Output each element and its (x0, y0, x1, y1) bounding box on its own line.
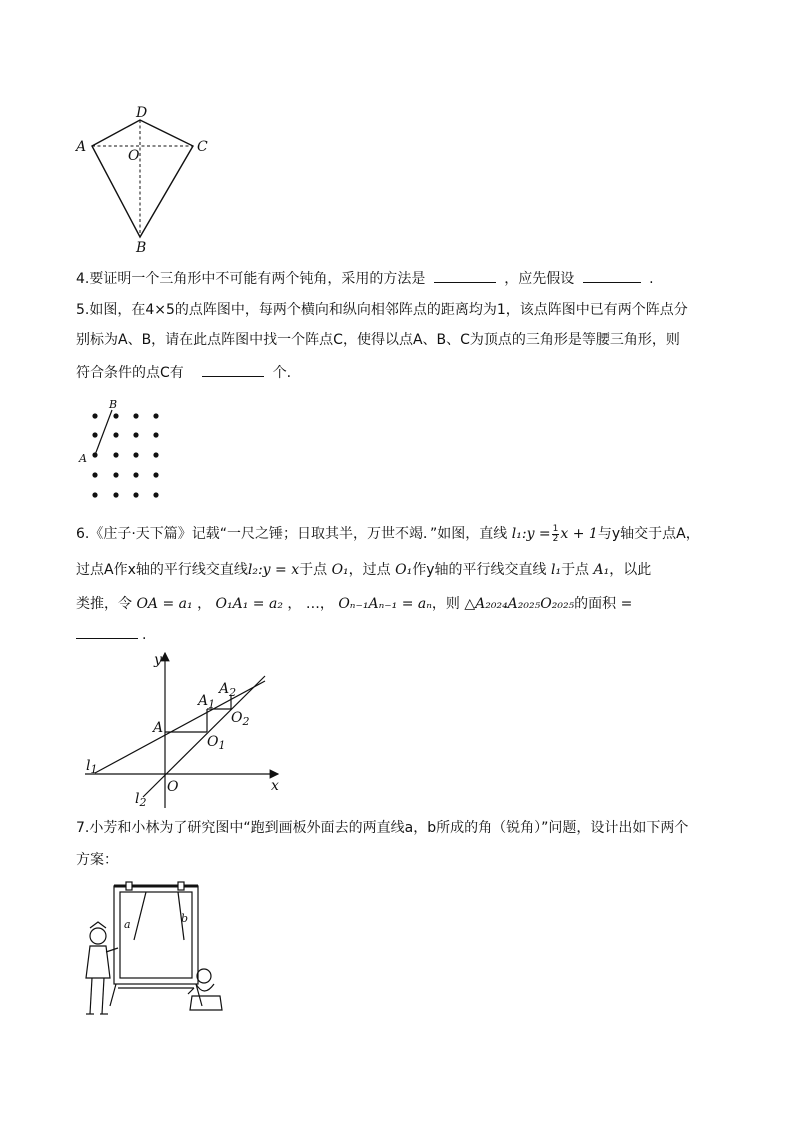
q5-blank-count[interactable] (202, 362, 264, 377)
easel-label-a: a (124, 918, 131, 931)
q6-text-9: 类推，令 (76, 596, 132, 612)
lattice-label-b: B (109, 398, 118, 411)
q4-blank-assume[interactable] (583, 268, 641, 283)
q6-text-8: ，以此 (609, 562, 652, 578)
q6-text-1: 6.《庄子·天下篇》记载“一尺之锤；日取其半，万世不竭．”如图，直线 (76, 526, 508, 542)
q6-text-3: 过点A作x轴的平行线交直线 (76, 562, 248, 578)
q6-line-l2-eq: l₂:y = x (247, 562, 300, 578)
label-a2-main: A (219, 681, 230, 697)
q6-fraction (552, 525, 560, 544)
q6-frac-num: 1 (552, 523, 559, 534)
q6-eq-an: Oₙ₋₁Aₙ₋₁ = aₙ (338, 596, 432, 612)
q6-point-a1: A₁ (593, 562, 610, 578)
kite-label-c: C (197, 139, 208, 155)
label-o1-main: O (207, 734, 219, 750)
question-6-line-4 (76, 624, 146, 645)
easel-label-b: b (181, 912, 189, 925)
label-a1-main: A (198, 693, 209, 709)
q6-text-7: 于点 (561, 562, 590, 578)
label-line-l1 (86, 758, 97, 776)
q6-point-o1-b: O₁ (395, 562, 413, 578)
question-6-line-3: 类推，令 OA = a₁ ， O₁A₁ = a₂ ， …， Oₙ₋₁Aₙ₋₁ = aₙ，则 △A₂₀₂₄A₂₀₂₅O₂₀₂₅的面积 = (76, 596, 633, 612)
label-point-o1 (207, 734, 225, 752)
q5-text-1: 符合条件的点C有 (76, 365, 184, 381)
label-a1-sub: 1 (208, 698, 216, 711)
label-a2-sub: 2 (229, 686, 237, 699)
q6-text-10: ，则 (431, 596, 460, 612)
q4-blank-method[interactable] (434, 268, 496, 283)
q4-text-1: 4.要证明一个三角形中不可能有两个钝角，采用的方法是 (76, 271, 426, 287)
label-l1-sub: 1 (90, 763, 98, 776)
label-point-a1 (196, 693, 215, 711)
question-7-line-2: 方案： (76, 852, 118, 868)
kite-label-b: B (136, 240, 147, 255)
q6-triangle: △A₂₀₂₄A₂₀₂₅O₂₀₂₅ (464, 596, 575, 612)
label-l2-main: l (135, 791, 140, 807)
q4-text-3: . (649, 271, 654, 287)
q6-line-l1-rhs: x + 1 (560, 526, 598, 542)
q6-text-4: 于点 (299, 562, 328, 578)
q6-blank-area[interactable] (76, 624, 138, 639)
axis-label-x: x (271, 778, 279, 794)
label-l2-sub: 2 (139, 796, 147, 809)
q6-eq-a1: OA = a₁ (136, 596, 193, 612)
kite-label-o: O (128, 148, 140, 164)
q6-frac-den: 2 (552, 533, 559, 544)
q6-text-12: . (142, 627, 147, 643)
label-point-a2 (217, 681, 236, 699)
question-5-line-1: 5.如图，在4×5的点阵图中，每两个横向和纵向相邻阵点的距离均为1，该点阵图中已有两个阵点分 (76, 302, 688, 318)
q6-line-l1-lhs: l₁:y = (511, 526, 551, 542)
label-point-o2 (231, 710, 249, 728)
q6-ellipsis: …， (305, 596, 334, 612)
label-origin-o: O (167, 779, 179, 795)
question-7-line-1: 7.小芳和小林为了研究图中“跑到画板外面去的两直线a，b所成的角（锐角）”问题，设计出如下两个 (76, 820, 689, 836)
label-l1-main: l (86, 758, 91, 774)
q6-eq-a2: O₁A₁ = a₂ (215, 596, 283, 612)
q6-text-5: ，过点 (348, 562, 391, 578)
q6-line-l1-sym: l₁ (550, 562, 562, 578)
question-6-line-2 (76, 560, 651, 580)
dot-lattice-figure (74, 396, 174, 506)
question-5-line-3 (76, 362, 291, 383)
label-point-a: A (153, 720, 164, 736)
label-o1-sub: 1 (218, 739, 226, 752)
lattice-label-a: A (79, 452, 87, 465)
q6-text-2: 与y轴交于点A， (597, 526, 700, 542)
question-5-line-2: 别标为A、B，请在此点阵图中找一个阵点C，使得以点A、B、C为顶点的三角形是等腰三角形，则 (76, 332, 680, 348)
q5-text-2: 个. (272, 365, 292, 381)
q4-text-2: ，应先假设 (504, 271, 575, 287)
coordinate-figure (80, 648, 290, 810)
label-line-l2 (135, 791, 146, 809)
q6-text-6: 作y轴的平行线交直线 (412, 562, 547, 578)
q6-point-o1: O₁ (331, 562, 349, 578)
kite-label-a: A (76, 139, 87, 155)
question-4 (76, 268, 654, 289)
label-o2-sub: 2 (242, 715, 250, 728)
kite-label-d: D (136, 105, 148, 121)
easel-illustration (78, 878, 228, 1023)
label-o2-main: O (231, 710, 243, 726)
q6-text-11: 的面积 = (574, 596, 633, 612)
question-6-line-1 (76, 524, 700, 544)
axis-label-y: y (154, 652, 162, 668)
kite-figure (70, 100, 220, 255)
